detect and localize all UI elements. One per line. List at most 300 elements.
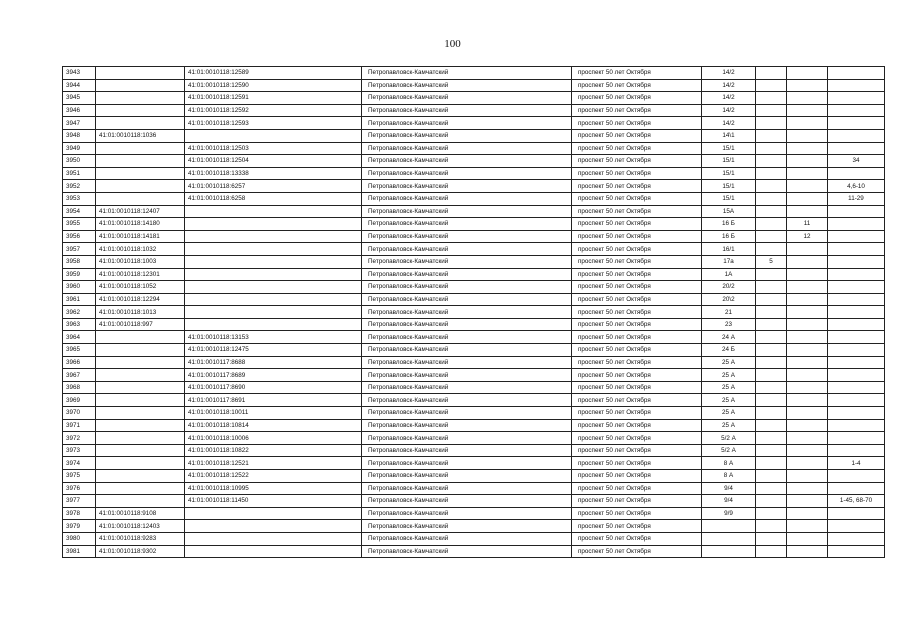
- table-row: [63, 419, 885, 432]
- cell-city: Петропавловск-Камчатский: [362, 218, 572, 231]
- cell-block: [787, 495, 828, 508]
- table-row: [63, 520, 885, 533]
- cell-house-number: 23: [702, 318, 756, 331]
- cell-block: [787, 243, 828, 256]
- cell-house-number: 14/2: [702, 117, 756, 130]
- cell-city: Петропавловск-Камчатский: [362, 117, 572, 130]
- cell-building-cadastral-number: [96, 470, 185, 483]
- cell-row-number: 3955: [63, 218, 96, 231]
- cell-block: [787, 180, 828, 193]
- cell-block: [787, 369, 828, 382]
- cell-house-number: 8 А: [702, 457, 756, 470]
- cell-street: проспект 50 лет Октября: [572, 92, 702, 105]
- cell-row-number: 3973: [63, 444, 96, 457]
- cell-premises-cadastral-number: 41:01:0010118:12504: [185, 155, 362, 168]
- cell-building-cadastral-number: [96, 419, 185, 432]
- cell-street: проспект 50 лет Октября: [572, 192, 702, 205]
- cell-city: Петропавловск-Камчатский: [362, 495, 572, 508]
- cell-house-number: 24 Б: [702, 344, 756, 357]
- cell-premises-cadastral-number: 41:01:0010118:12593: [185, 117, 362, 130]
- cell-street: проспект 50 лет Октября: [572, 495, 702, 508]
- cell-row-number: 3956: [63, 230, 96, 243]
- cell-block: [787, 381, 828, 394]
- cell-premises-cadastral-number: 41:01:0010118:12591: [185, 92, 362, 105]
- cell-block: [787, 92, 828, 105]
- cell-street: проспект 50 лет Октября: [572, 243, 702, 256]
- cell-building-part: [756, 407, 787, 420]
- cell-city: Петропавловск-Камчатский: [362, 444, 572, 457]
- cell-city: Петропавловск-Камчатский: [362, 243, 572, 256]
- cell-block: [787, 104, 828, 117]
- cell-street: проспект 50 лет Октября: [572, 381, 702, 394]
- registry-table: [62, 66, 885, 558]
- cell-apartments: [828, 407, 885, 420]
- cell-building-cadastral-number: 41:01:0010118:9302: [96, 545, 185, 558]
- cell-premises-cadastral-number: [185, 205, 362, 218]
- cell-city: Петропавловск-Камчатский: [362, 394, 572, 407]
- cell-house-number: 14\1: [702, 129, 756, 142]
- cell-building-part: [756, 381, 787, 394]
- cell-row-number: 3954: [63, 205, 96, 218]
- cell-row-number: 3966: [63, 356, 96, 369]
- cell-block: [787, 356, 828, 369]
- cell-building-part: [756, 230, 787, 243]
- cell-row-number: 3961: [63, 293, 96, 306]
- cell-premises-cadastral-number: 41:01:0010118:10995: [185, 482, 362, 495]
- cell-premises-cadastral-number: [185, 218, 362, 231]
- cell-block: [787, 67, 828, 80]
- cell-apartments: [828, 92, 885, 105]
- cell-apartments: 34: [828, 155, 885, 168]
- cell-house-number: 14/2: [702, 67, 756, 80]
- table-row: [63, 230, 885, 243]
- cell-row-number: 3980: [63, 532, 96, 545]
- cell-row-number: 3947: [63, 117, 96, 130]
- cell-row-number: 3958: [63, 255, 96, 268]
- table-row: [63, 67, 885, 80]
- cell-house-number: 14/2: [702, 79, 756, 92]
- table-row: [63, 306, 885, 319]
- cell-row-number: 3972: [63, 432, 96, 445]
- cell-block: 12: [787, 230, 828, 243]
- cell-house-number: 9/4: [702, 482, 756, 495]
- cell-street: проспект 50 лет Октября: [572, 230, 702, 243]
- cell-city: Петропавловск-Камчатский: [362, 281, 572, 294]
- cell-building-cadastral-number: 41:01:0010118:14181: [96, 230, 185, 243]
- cell-building-cadastral-number: 41:01:0010118:1036: [96, 129, 185, 142]
- cell-building-part: [756, 205, 787, 218]
- cell-house-number: 15/1: [702, 142, 756, 155]
- cell-row-number: 3943: [63, 67, 96, 80]
- cell-building-part: [756, 482, 787, 495]
- cell-building-cadastral-number: 41:01:0010118:1032: [96, 243, 185, 256]
- cell-premises-cadastral-number: [185, 293, 362, 306]
- cell-city: Петропавловск-Камчатский: [362, 230, 572, 243]
- cell-apartments: [828, 255, 885, 268]
- cell-street: проспект 50 лет Октября: [572, 117, 702, 130]
- cell-house-number: 5/2 А: [702, 432, 756, 445]
- table-row: [63, 381, 885, 394]
- cell-street: проспект 50 лет Октября: [572, 545, 702, 558]
- cell-row-number: 3967: [63, 369, 96, 382]
- cell-apartments: [828, 545, 885, 558]
- cell-city: Петропавловск-Камчатский: [362, 167, 572, 180]
- cell-building-cadastral-number: [96, 394, 185, 407]
- cell-building-cadastral-number: [96, 331, 185, 344]
- cell-row-number: 3977: [63, 495, 96, 508]
- cell-city: Петропавловск-Камчатский: [362, 92, 572, 105]
- cell-building-part: [756, 92, 787, 105]
- cell-building-part: [756, 155, 787, 168]
- cell-street: проспект 50 лет Октября: [572, 444, 702, 457]
- cell-apartments: [828, 205, 885, 218]
- cell-house-number: 16/1: [702, 243, 756, 256]
- cell-city: Петропавловск-Камчатский: [362, 142, 572, 155]
- cell-city: Петропавловск-Камчатский: [362, 331, 572, 344]
- table-row: [63, 129, 885, 142]
- cell-house-number: 16 Б: [702, 230, 756, 243]
- cell-city: Петропавловск-Камчатский: [362, 79, 572, 92]
- cell-building-part: [756, 79, 787, 92]
- cell-apartments: [828, 117, 885, 130]
- cell-building-cadastral-number: [96, 180, 185, 193]
- cell-premises-cadastral-number: 41:01:0010118:6258: [185, 192, 362, 205]
- cell-premises-cadastral-number: 41:01:0010118:12522: [185, 470, 362, 483]
- page-number: 100: [444, 38, 461, 50]
- cell-building-part: [756, 331, 787, 344]
- cell-building-part: [756, 444, 787, 457]
- cell-street: проспект 50 лет Октября: [572, 432, 702, 445]
- table-row: [63, 331, 885, 344]
- cell-row-number: 3953: [63, 192, 96, 205]
- cell-block: [787, 520, 828, 533]
- cell-apartments: [828, 482, 885, 495]
- cell-city: Петропавловск-Камчатский: [362, 545, 572, 558]
- cell-block: [787, 205, 828, 218]
- cell-block: [787, 331, 828, 344]
- cell-building-part: [756, 419, 787, 432]
- cell-building-part: [756, 306, 787, 319]
- cell-building-cadastral-number: [96, 92, 185, 105]
- cell-row-number: 3963: [63, 318, 96, 331]
- cell-street: проспект 50 лет Октября: [572, 457, 702, 470]
- cell-row-number: 3962: [63, 306, 96, 319]
- cell-house-number: 25 А: [702, 394, 756, 407]
- cell-street: проспект 50 лет Октября: [572, 318, 702, 331]
- cell-building-cadastral-number: 41:01:0010118:9108: [96, 507, 185, 520]
- cell-city: Петропавловск-Камчатский: [362, 268, 572, 281]
- cell-premises-cadastral-number: 41:01:0010117:8688: [185, 356, 362, 369]
- cell-building-part: [756, 129, 787, 142]
- cell-street: проспект 50 лет Октября: [572, 268, 702, 281]
- cell-house-number: 16 Б: [702, 218, 756, 231]
- cell-street: проспект 50 лет Октября: [572, 129, 702, 142]
- cell-house-number: 15А: [702, 205, 756, 218]
- cell-house-number: 15/1: [702, 192, 756, 205]
- table-row: [63, 104, 885, 117]
- table-row: [63, 218, 885, 231]
- cell-apartments: [828, 306, 885, 319]
- cell-house-number: 20\2: [702, 293, 756, 306]
- cell-city: Петропавловск-Камчатский: [362, 155, 572, 168]
- cell-building-part: [756, 117, 787, 130]
- cell-building-cadastral-number: [96, 407, 185, 420]
- cell-row-number: 3968: [63, 381, 96, 394]
- cell-apartments: [828, 381, 885, 394]
- cell-building-cadastral-number: [96, 142, 185, 155]
- cell-block: [787, 268, 828, 281]
- cell-apartments: 1-4: [828, 457, 885, 470]
- table-row: [63, 356, 885, 369]
- cell-apartments: [828, 268, 885, 281]
- cell-row-number: 3944: [63, 79, 96, 92]
- cell-apartments: [828, 167, 885, 180]
- cell-building-part: [756, 507, 787, 520]
- cell-house-number: 25 А: [702, 369, 756, 382]
- cell-building-part: 5: [756, 255, 787, 268]
- cell-apartments: [828, 419, 885, 432]
- cell-building-cadastral-number: [96, 495, 185, 508]
- cell-premises-cadastral-number: 41:01:0010117:8690: [185, 381, 362, 394]
- cell-premises-cadastral-number: [185, 281, 362, 294]
- cell-apartments: [828, 293, 885, 306]
- cell-street: проспект 50 лет Октября: [572, 167, 702, 180]
- cell-building-cadastral-number: 41:01:0010118:12294: [96, 293, 185, 306]
- cell-city: Петропавловск-Камчатский: [362, 520, 572, 533]
- table-row: [63, 142, 885, 155]
- cell-building-part: [756, 293, 787, 306]
- cell-building-part: [756, 495, 787, 508]
- cell-row-number: 3969: [63, 394, 96, 407]
- cell-apartments: [828, 79, 885, 92]
- cell-apartments: [828, 142, 885, 155]
- cell-house-number: [702, 532, 756, 545]
- cell-building-part: [756, 268, 787, 281]
- cell-city: Петропавловск-Камчатский: [362, 205, 572, 218]
- cell-building-part: [756, 369, 787, 382]
- cell-city: Петропавловск-Камчатский: [362, 67, 572, 80]
- cell-building-part: [756, 318, 787, 331]
- cell-apartments: [828, 344, 885, 357]
- cell-house-number: 17а: [702, 255, 756, 268]
- table-row: [63, 457, 885, 470]
- cell-city: Петропавловск-Камчатский: [362, 104, 572, 117]
- cell-apartments: [828, 369, 885, 382]
- cell-premises-cadastral-number: 41:01:0010117:8691: [185, 394, 362, 407]
- cell-city: Петропавловск-Камчатский: [362, 180, 572, 193]
- cell-building-cadastral-number: [96, 381, 185, 394]
- cell-building-part: [756, 281, 787, 294]
- cell-street: проспект 50 лет Октября: [572, 180, 702, 193]
- cell-city: Петропавловск-Камчатский: [362, 407, 572, 420]
- cell-street: проспект 50 лет Октября: [572, 306, 702, 319]
- cell-row-number: 3970: [63, 407, 96, 420]
- cell-apartments: [828, 218, 885, 231]
- cell-street: проспект 50 лет Октября: [572, 205, 702, 218]
- cell-apartments: [828, 356, 885, 369]
- cell-building-part: [756, 457, 787, 470]
- cell-block: [787, 344, 828, 357]
- cell-row-number: 3974: [63, 457, 96, 470]
- cell-premises-cadastral-number: 41:01:0010118:12589: [185, 67, 362, 80]
- cell-building-cadastral-number: [96, 167, 185, 180]
- cell-city: Петропавловск-Камчатский: [362, 129, 572, 142]
- cell-building-cadastral-number: [96, 344, 185, 357]
- cell-street: проспект 50 лет Октября: [572, 218, 702, 231]
- table-row: [63, 344, 885, 357]
- cell-block: [787, 117, 828, 130]
- table-row: [63, 369, 885, 382]
- cell-block: [787, 293, 828, 306]
- cell-row-number: 3976: [63, 482, 96, 495]
- cell-building-cadastral-number: 41:01:0010118:997: [96, 318, 185, 331]
- cell-premises-cadastral-number: 41:01:0010118:13338: [185, 167, 362, 180]
- cell-house-number: 14/2: [702, 92, 756, 105]
- cell-street: проспект 50 лет Октября: [572, 79, 702, 92]
- table-row: [63, 407, 885, 420]
- cell-house-number: 21: [702, 306, 756, 319]
- table-row: [63, 268, 885, 281]
- cell-premises-cadastral-number: [185, 243, 362, 256]
- cell-premises-cadastral-number: [185, 306, 362, 319]
- cell-premises-cadastral-number: 41:01:0010117:8689: [185, 369, 362, 382]
- cell-street: проспект 50 лет Октября: [572, 394, 702, 407]
- cell-premises-cadastral-number: 41:01:0010118:10822: [185, 444, 362, 457]
- cell-house-number: 15/1: [702, 180, 756, 193]
- cell-street: проспект 50 лет Октября: [572, 142, 702, 155]
- cell-block: [787, 192, 828, 205]
- cell-building-part: [756, 67, 787, 80]
- cell-apartments: [828, 470, 885, 483]
- cell-apartments: [828, 67, 885, 80]
- cell-building-cadastral-number: 41:01:0010118:14180: [96, 218, 185, 231]
- cell-block: [787, 482, 828, 495]
- cell-building-cadastral-number: 41:01:0010118:12301: [96, 268, 185, 281]
- cell-building-cadastral-number: [96, 79, 185, 92]
- cell-row-number: 3957: [63, 243, 96, 256]
- cell-premises-cadastral-number: 41:01:0010118:12521: [185, 457, 362, 470]
- table-row: [63, 167, 885, 180]
- table-row: [63, 293, 885, 306]
- cell-building-part: [756, 545, 787, 558]
- cell-row-number: 3964: [63, 331, 96, 344]
- table-row: [63, 394, 885, 407]
- cell-street: проспект 50 лет Октября: [572, 356, 702, 369]
- cell-row-number: 3959: [63, 268, 96, 281]
- cell-block: [787, 79, 828, 92]
- cell-row-number: 3981: [63, 545, 96, 558]
- cell-apartments: 1-45, 68-70: [828, 495, 885, 508]
- cell-row-number: 3951: [63, 167, 96, 180]
- cell-building-cadastral-number: 41:01:0010118:1052: [96, 281, 185, 294]
- cell-city: Петропавловск-Камчатский: [362, 432, 572, 445]
- cell-block: [787, 129, 828, 142]
- table-row: [63, 432, 885, 445]
- table-row: [63, 92, 885, 105]
- cell-apartments: [828, 432, 885, 445]
- cell-block: [787, 407, 828, 420]
- cell-house-number: [702, 520, 756, 533]
- cell-city: Петропавловск-Камчатский: [362, 318, 572, 331]
- table-row: [63, 192, 885, 205]
- cell-building-cadastral-number: [96, 192, 185, 205]
- table-row: [63, 155, 885, 168]
- cell-building-cadastral-number: [96, 104, 185, 117]
- cell-apartments: [828, 243, 885, 256]
- table-row: [63, 532, 885, 545]
- cell-building-cadastral-number: [96, 482, 185, 495]
- cell-building-cadastral-number: [96, 67, 185, 80]
- cell-block: [787, 444, 828, 457]
- cell-apartments: [828, 230, 885, 243]
- cell-house-number: 25 А: [702, 419, 756, 432]
- cell-building-part: [756, 394, 787, 407]
- cell-premises-cadastral-number: 41:01:0010118:12503: [185, 142, 362, 155]
- cell-city: Петропавловск-Камчатский: [362, 255, 572, 268]
- cell-building-cadastral-number: 41:01:0010118:12403: [96, 520, 185, 533]
- cell-apartments: [828, 104, 885, 117]
- cell-building-part: [756, 142, 787, 155]
- cell-row-number: 3950: [63, 155, 96, 168]
- cell-street: проспект 50 лет Октября: [572, 344, 702, 357]
- cell-block: [787, 419, 828, 432]
- table-row: [63, 507, 885, 520]
- cell-apartments: [828, 394, 885, 407]
- cell-apartments: 11-29: [828, 192, 885, 205]
- cell-building-part: [756, 532, 787, 545]
- cell-premises-cadastral-number: [185, 230, 362, 243]
- cell-row-number: 3946: [63, 104, 96, 117]
- cell-premises-cadastral-number: 41:01:0010118:11450: [185, 495, 362, 508]
- table-row: [63, 281, 885, 294]
- cell-block: [787, 142, 828, 155]
- cell-building-cadastral-number: 41:01:0010118:12407: [96, 205, 185, 218]
- table-row: [63, 205, 885, 218]
- table-body: [63, 67, 885, 558]
- cell-street: проспект 50 лет Октября: [572, 532, 702, 545]
- cell-house-number: 15/1: [702, 155, 756, 168]
- cell-apartments: [828, 129, 885, 142]
- cell-block: [787, 318, 828, 331]
- cell-row-number: 3952: [63, 180, 96, 193]
- table-row: [63, 318, 885, 331]
- cell-building-part: [756, 243, 787, 256]
- cell-premises-cadastral-number: [185, 545, 362, 558]
- cell-apartments: [828, 507, 885, 520]
- cell-house-number: 9/9: [702, 507, 756, 520]
- cell-house-number: 24 А: [702, 331, 756, 344]
- cell-city: Петропавловск-Камчатский: [362, 470, 572, 483]
- cell-block: [787, 155, 828, 168]
- cell-city: Петропавловск-Камчатский: [362, 306, 572, 319]
- table-row: [63, 79, 885, 92]
- cell-premises-cadastral-number: 41:01:0010118:12592: [185, 104, 362, 117]
- cell-building-part: [756, 356, 787, 369]
- table-row: [63, 495, 885, 508]
- table-row: [63, 545, 885, 558]
- cell-row-number: 3949: [63, 142, 96, 155]
- table-row: [63, 117, 885, 130]
- cell-premises-cadastral-number: 41:01:0010118:6257: [185, 180, 362, 193]
- cell-street: проспект 50 лет Октября: [572, 507, 702, 520]
- cell-building-part: [756, 218, 787, 231]
- cell-premises-cadastral-number: 41:01:0010118:10814: [185, 419, 362, 432]
- cell-building-part: [756, 432, 787, 445]
- cell-city: Петропавловск-Камчатский: [362, 482, 572, 495]
- cell-city: Петропавловск-Камчатский: [362, 344, 572, 357]
- cell-building-part: [756, 470, 787, 483]
- cell-street: проспект 50 лет Октября: [572, 482, 702, 495]
